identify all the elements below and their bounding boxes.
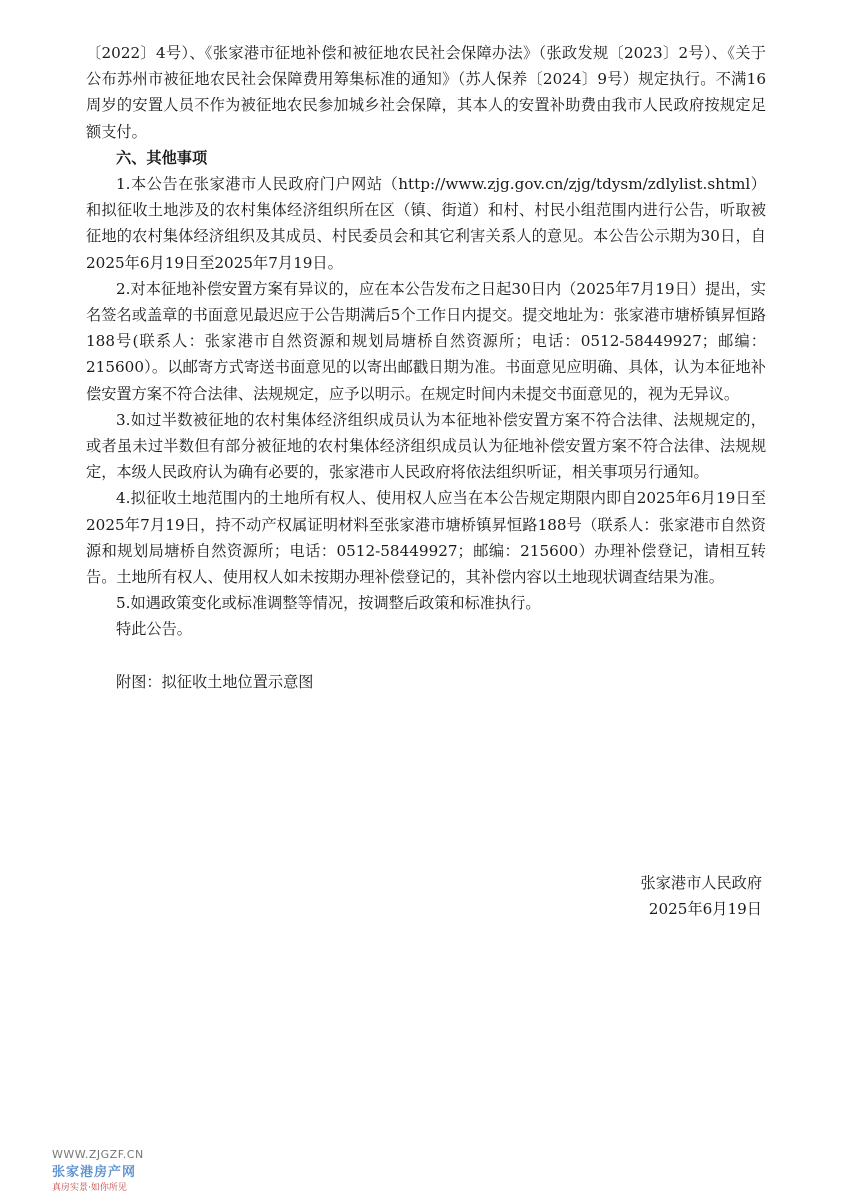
watermark-brand: 张家港房产网 [52,1165,137,1180]
paragraph-item-1: 1.本公告在张家港市人民政府门户网站（http://www.zjg.gov.cn/zjg/tdysm/zdlylist.shtml）和拟征收土地涉及的农村集体经济组织所在区（镇、街道）和村、村民小组范围内进行公告，听取被征地的农村集体经济组织及其成员、村民委员会和其它利害关系人的意见。本公告公示期为30日，自2025年6月19日至2025年7月19日。 [86,175,766,272]
paragraph-item-2: 2.对本征地补偿安置方案有异议的，应在本公告发布之日起30日内（2025年7月19日）提出，实名签名或盖章的书面意见最迟应于公告期满后5个工作日内提交。提交地址为：张家港市塘桥镇昇恒路188号(联系人：张家港市自然资源和规划局塘桥自然资源所；电话：0512-58449927；邮编：215600）。以邮寄方式寄送书面意见的以寄出邮戳日期为准。书面意见应明确、具体，认为本征地补偿安置方案不符合法律、法规规定，应予以明示。在规定时间内未提交书面意见的，视为无异议。 [86,279,766,403]
paragraph-continuation: 〔2022〕4号）、《张家港市征地补偿和被征地农民社会保障办法》（张政发规〔2023〕2号）、《关于公布苏州市被征地农民社会保障费用筹集标准的通知》（苏人保养〔2024〕9号）规定执行。不满16周岁的安置人员不作为被征地农民参加城乡社会保障，其本人的安置补助费由我市人民政府按规定足额支付。 [86,44,766,141]
document-body [86,40,766,695]
paragraph-item-4: 4.拟征收土地范围内的土地所有权人、使用权人应当在本公告规定期限内即自2025年6月19日至2025年7月19日，持不动产权属证明材料至张家港市塘桥镇昇恒路188号（联系人：张家港市自然资源和规划局塘桥自然资源所；电话：0512-58449927；邮编：215600）办理补偿登记，请相互转告。土地所有权人、使用权人如未按期办理补偿登记的，其补偿内容以土地现状调查结果为准。 [86,489,766,587]
issue-date: 2025年6月19日 [648,900,762,919]
site-watermark [52,1148,144,1193]
watermark-url: WWW.ZJGZF.CN [52,1148,144,1161]
paragraph-item-5: 5.如遇政策变化或标准调整等情况，按调整后政策和标准执行。 [116,594,541,613]
section-heading-other-matters: 六、其他事项 [116,148,208,167]
issuer-name: 张家港市人民政府 [640,874,762,892]
signature-block [641,870,763,922]
paragraph-item-3: 3.如过半数被征地的农村集体经济组织成员认为本征地补偿安置方案不符合法律、法规规定的，或者虽未过半数但有部分被征地的农村集体经济组织成员认为征地补偿安置方案不符合法律、法规规定，本级人民政府认为确有必要的，张家港市人民政府将依法组织听证，相关事项另行通知。 [86,410,766,482]
closing-remark: 特此公告。 [116,620,192,639]
attachment-note: 附图：拟征收土地位置示意图 [116,672,314,691]
watermark-slogan: 真房实景·如你所见 [52,1183,127,1193]
